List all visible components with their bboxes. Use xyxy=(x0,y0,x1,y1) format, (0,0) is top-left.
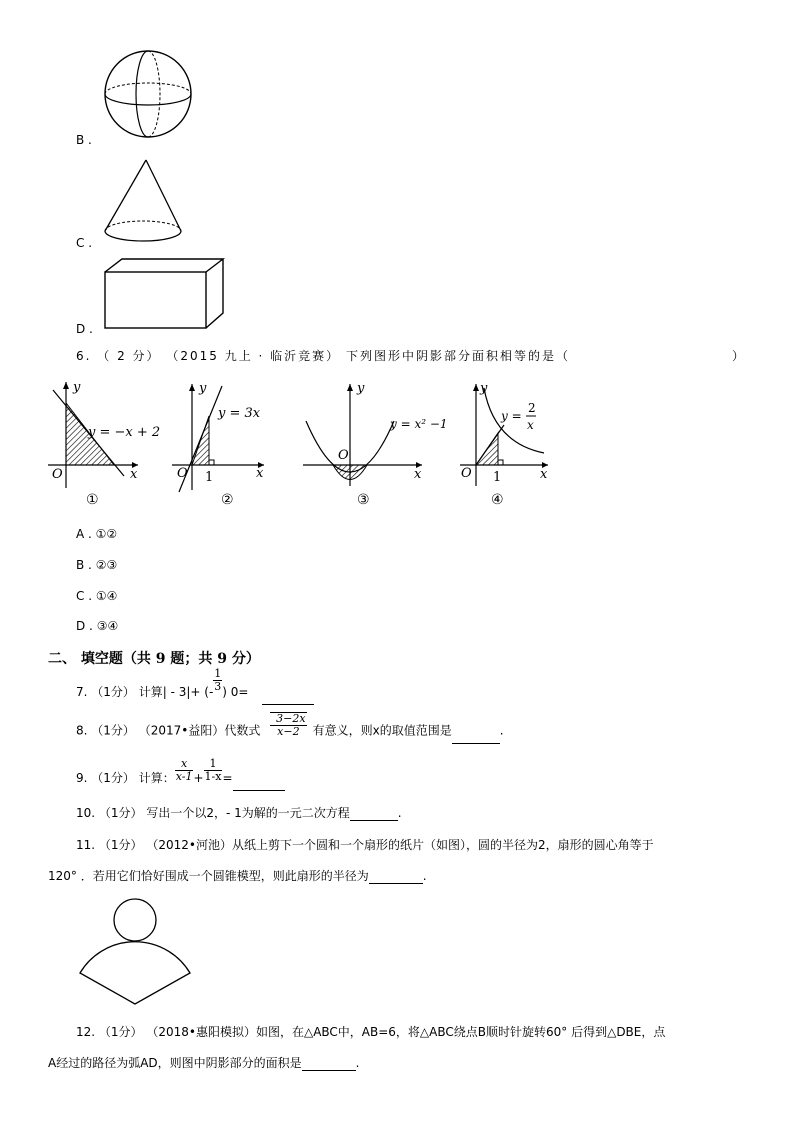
fig4-y-axis-label: y xyxy=(480,381,488,396)
q11-line-2 xyxy=(48,868,427,884)
q9-answer-blank[interactable] xyxy=(233,778,285,791)
q7-line xyxy=(76,667,314,705)
q12-line-1: 12. （1分） （2018•惠阳模拟）如图，在△ABC中，AB=6，将△ABC绕点B顺时针旋转60° 后得到△DBE，点 xyxy=(76,1025,666,1039)
q9-fraction-1 xyxy=(175,758,194,783)
figure-1-label: ① xyxy=(86,492,99,508)
q8-answer-blank[interactable] xyxy=(452,731,500,744)
q7-exponent-denominator: 3 xyxy=(214,680,222,693)
q6-stem: （2015 九上 · 临沂竞赛） 下列图形中阴影部分面积相等的是（ xyxy=(166,349,570,363)
q7-answer-blank[interactable] xyxy=(262,692,314,705)
q6-option-d[interactable] xyxy=(76,618,118,634)
q6-option-d-text: ③④ xyxy=(96,619,119,633)
fig1-y-axis-label: y xyxy=(73,380,81,395)
q9-fraction-2 xyxy=(204,758,223,783)
fig3-origin-label: O xyxy=(338,448,349,463)
q6-option-b[interactable] xyxy=(76,557,117,573)
option-c-label[interactable]: C . xyxy=(76,236,93,250)
fig4-equation-denominator: x xyxy=(527,418,534,432)
q6-option-d-key: D . xyxy=(76,619,93,633)
fig2-equation: y = 3x xyxy=(218,406,261,421)
fig3-equation: y = x² −1 xyxy=(390,417,448,431)
figure-2-label: ② xyxy=(221,492,234,508)
q9-plus: + xyxy=(193,771,204,785)
figure-2 xyxy=(172,378,268,494)
figure-3-label: ③ xyxy=(357,492,370,508)
circle-and-sector-figure xyxy=(72,896,198,1010)
q12-end: . xyxy=(355,1056,360,1070)
fig3-y-axis-label: y xyxy=(357,381,365,396)
q6-option-b-key: B . xyxy=(76,558,92,572)
option-d-label[interactable]: D . xyxy=(76,322,93,336)
q9-equals: = xyxy=(222,771,233,785)
q8-end: . xyxy=(499,723,504,738)
q12-line-2 xyxy=(48,1055,360,1071)
fig1-x-axis-label: x xyxy=(130,467,138,482)
cone-figure xyxy=(100,156,186,248)
section-2-title: 二、 填空题（共 9 题；共 9 分） xyxy=(48,651,260,667)
q6-option-c-text: ①④ xyxy=(95,589,118,603)
q8-line xyxy=(76,712,504,744)
q9-fraction-1-denominator: x-1 xyxy=(175,770,193,783)
q6-option-c-key: C . xyxy=(76,589,93,603)
q10-text: 10. （1分） 写出一个以2，- 1为解的一元二次方程 xyxy=(76,806,350,820)
cuboid-figure xyxy=(100,255,228,335)
fig2-y-axis-label: y xyxy=(199,381,207,396)
fig1-equation: y = −x + 2 xyxy=(88,425,161,440)
fig1-origin-label: O xyxy=(52,467,63,482)
q6-option-a-text: ①② xyxy=(95,527,118,541)
q10-answer-blank[interactable] xyxy=(350,808,398,821)
fig4-equation-numerator: 2 xyxy=(528,401,536,415)
fig2-origin-label: O xyxy=(177,466,188,481)
q9-prefix: 9. （1分） 计算： xyxy=(76,771,175,785)
q12-line-2-text: A经过的路径为弧AD，则图中阴影部分的面积是 xyxy=(48,1056,302,1070)
q6-option-a[interactable] xyxy=(76,526,117,542)
figure-3 xyxy=(298,378,448,490)
option-b-label[interactable]: B . xyxy=(76,133,92,147)
q8-denominator: x−2 xyxy=(277,725,300,738)
q11-line-2-text: 120° ．若用它们恰好围成一个圆锥模型，则此扇形的半径为 xyxy=(48,869,369,883)
q9-fraction-1-numerator: x xyxy=(175,758,194,771)
q7-exponent-numerator: 1 xyxy=(214,667,222,680)
q8-fraction xyxy=(270,712,306,738)
q12-answer-blank[interactable] xyxy=(302,1058,356,1071)
q7-prefix: 7. （1分） 计算| - 3|+ (- xyxy=(76,685,214,699)
fig4-origin-label: O xyxy=(461,466,472,481)
fig4-equation-lhs: y = xyxy=(501,409,522,423)
q7-suffix: ) 0= xyxy=(222,685,249,699)
q6-close-paren: ） xyxy=(732,349,745,363)
q10-end: . xyxy=(397,806,402,820)
fig4-x-axis-label: x xyxy=(540,467,548,482)
q6-option-a-key: A . xyxy=(76,527,92,541)
fig2-tick-one: 1 xyxy=(205,470,214,485)
q7-exponent xyxy=(213,668,222,693)
q6-number: 6. xyxy=(76,349,92,363)
sphere-figure xyxy=(100,46,196,142)
q6-option-b-text: ②③ xyxy=(95,558,118,572)
fig2-x-axis-label: x xyxy=(256,466,264,481)
q11-line-1: 11. （1分） （2012•河池）从纸上剪下一个圆和一个扇形的纸片（如图），圆的半径为2，扇形的圆心角等于 xyxy=(76,838,654,852)
q10-line xyxy=(76,805,402,821)
q8-suffix: 有意义，则x的取值范围是 xyxy=(312,723,452,738)
q9-fraction-2-numerator: 1 xyxy=(204,758,223,771)
figure-1 xyxy=(48,378,160,490)
q11-answer-blank[interactable] xyxy=(369,871,423,884)
q9-fraction-2-denominator: 1-x xyxy=(204,770,222,783)
q6-score: （ 2 分） xyxy=(97,349,161,363)
q11-end: . xyxy=(422,869,427,883)
q6-stem-line xyxy=(76,348,570,364)
q8-numerator: 3−2x xyxy=(270,712,306,726)
q6-option-c[interactable] xyxy=(76,588,117,604)
q9-line xyxy=(76,757,285,791)
q8-prefix: 8. （1分） （2017•益阳）代数式 xyxy=(76,723,261,738)
figure-4-label: ④ xyxy=(491,492,504,508)
fig3-x-axis-label: x xyxy=(414,467,422,482)
figure-4 xyxy=(456,378,556,490)
fig4-tick-one: 1 xyxy=(493,470,502,485)
